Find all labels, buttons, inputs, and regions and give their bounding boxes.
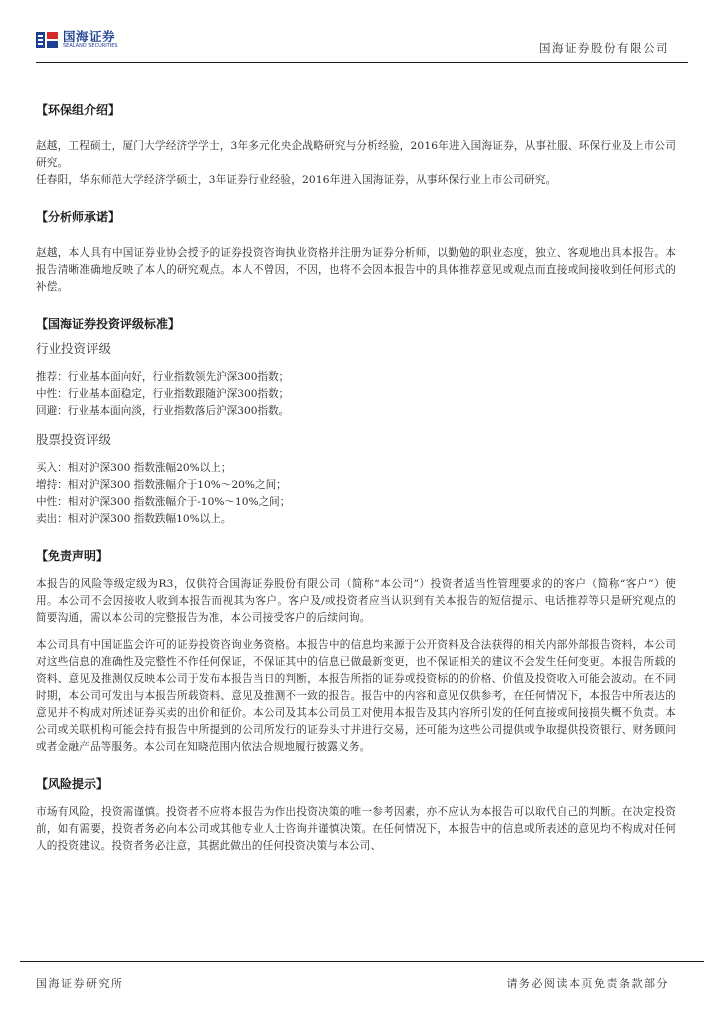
industry-rating-item: 回避：行业基本面向淡，行业指数落后沪深300指数。 — [36, 405, 290, 417]
footer-institute: 国海证券研究所 — [36, 977, 124, 990]
disclaimer-paragraph: 本公司具有中国证监会许可的证券投资咨询业务资格。本报告中的信息均来源于公开资料及合法获得的相关内部外部报告资料，本公司对这些信息的准确性及完整性不作任何保证，不保证其中的信息已做最新变更，也不保证相关的建议不会发生任何变更。本报告所载的资料、意见及推测仅反映本公司于发布本报告当日的判断，本报告所指的证券或投资标的的价格、价值及投资收入可能会波动。在不同时期，本公司可发出与本报告所载资料、意见及推测不一致的报告。报告中的内容和意见仅供参考，在任何情况下，本报告中所表达的意见并不构成对所述证券买卖的出价和征价。本公司及其本公司员工对使用本报告及其内容所引发的任何直接或间接损失概不负责。本公司或关联机构可能会持有报告中所提到的公司所发行的证券头寸并进行交易，还可能为这些公司提供或争取提供投资银行、财务顾问或者金融产品等服务。本公司在知晓范围内依法合规地履行披露义务。 — [36, 639, 676, 753]
stock-rating-item: 中性：相对沪深300 指数涨幅介于-10%～10%之间； — [36, 496, 291, 508]
disclaimer-section-title: 【免责声明】 — [36, 549, 109, 563]
footer-disclaimer-note: 请务必阅读本页免责条款部分 — [506, 977, 669, 990]
disclaimer-paragraph: 本报告的风险等级定级为R3，仅供符合国海证券股份有限公司（简称“本公司”）投资者适当性管理要求的的客户（简称“客户”）使用。本公司不会因接收人收到本报告而视其为客户。客户及/或投资者应当认识到有关本报告的短信提示、电话推荐等只是研究观点的简要沟通，需以本公司的完整报告为准，本公司接受客户的后续问询。 — [36, 578, 676, 624]
stock-rating-item: 卖出：相对沪深300 指数跌幅10%以上。 — [36, 513, 232, 525]
header-divider — [36, 62, 688, 63]
team-member-renchunyang: 任春阳，华东师范大学经济学硕士，3年证券行业经验，2016年进入国海证券，从事环保行业上市公司研究。 — [36, 174, 557, 186]
sealand-logo-icon — [36, 30, 58, 50]
industry-rating-title: 行业投资评级 — [36, 341, 112, 356]
company-logo — [36, 30, 118, 50]
team-member-zhaoyue: 赵越，工程硕士，厦门大学经济学学士，3年多元化央企战略研究与分析经验，2016年进入国海证券，从事社服、环保行业及上市公司研究。 — [36, 140, 676, 169]
stock-rating-title: 股票投资评级 — [36, 432, 112, 447]
industry-rating-item: 中性：行业基本面稳定，行业指数跟随沪深300指数； — [36, 388, 290, 400]
header-company-name: 国海证券股份有限公司 — [539, 41, 669, 55]
logo-cn-text: 国海证券 — [63, 29, 116, 44]
logo-en-text: SEALAND SECURITIES — [63, 43, 118, 49]
commitment-section-title: 【分析师承诺】 — [36, 210, 121, 224]
stock-rating-item: 买入：相对沪深300 指数涨幅20%以上； — [36, 462, 232, 474]
footer-divider — [20, 961, 704, 962]
industry-rating-item: 推荐：行业基本面向好，行业指数领先沪深300指数； — [36, 371, 290, 383]
page-content — [36, 100, 676, 855]
page-header — [0, 0, 724, 66]
risk-section-title: 【风险提示】 — [36, 777, 109, 791]
stock-rating-item: 增持：相对沪深300 指数涨幅介于10%～20%之间； — [36, 479, 287, 491]
team-section-title: 【环保组介绍】 — [36, 103, 121, 117]
risk-paragraph: 市场有风险，投资需谨慎。投资者不应将本报告为作出投资决策的唯一参考因素，亦不应认为本报告可以取代自己的判断。在决定投资前，如有需要，投资者务必向本公司或其他专业人士咨询并谨慎决策。在任何情况下，本报告中的信息或所表述的意见均不构成对任何人的投资建议。投资者务必注意，其据此做出的任何投资决策与本公司、 — [36, 806, 676, 852]
rating-section-title: 【国海证券投资评级标准】 — [36, 317, 181, 331]
commitment-text: 赵越，本人具有中国证券业协会授予的证券投资咨询执业资格并注册为证券分析师，以勤勉的职业态度，独立、客观地出具本报告。本报告清晰准确地反映了本人的研究观点。本人不曾因，不因，也将不会因本报告中的具体推荐意见或观点而直接或间接收到任何形式的补偿。 — [36, 247, 676, 293]
